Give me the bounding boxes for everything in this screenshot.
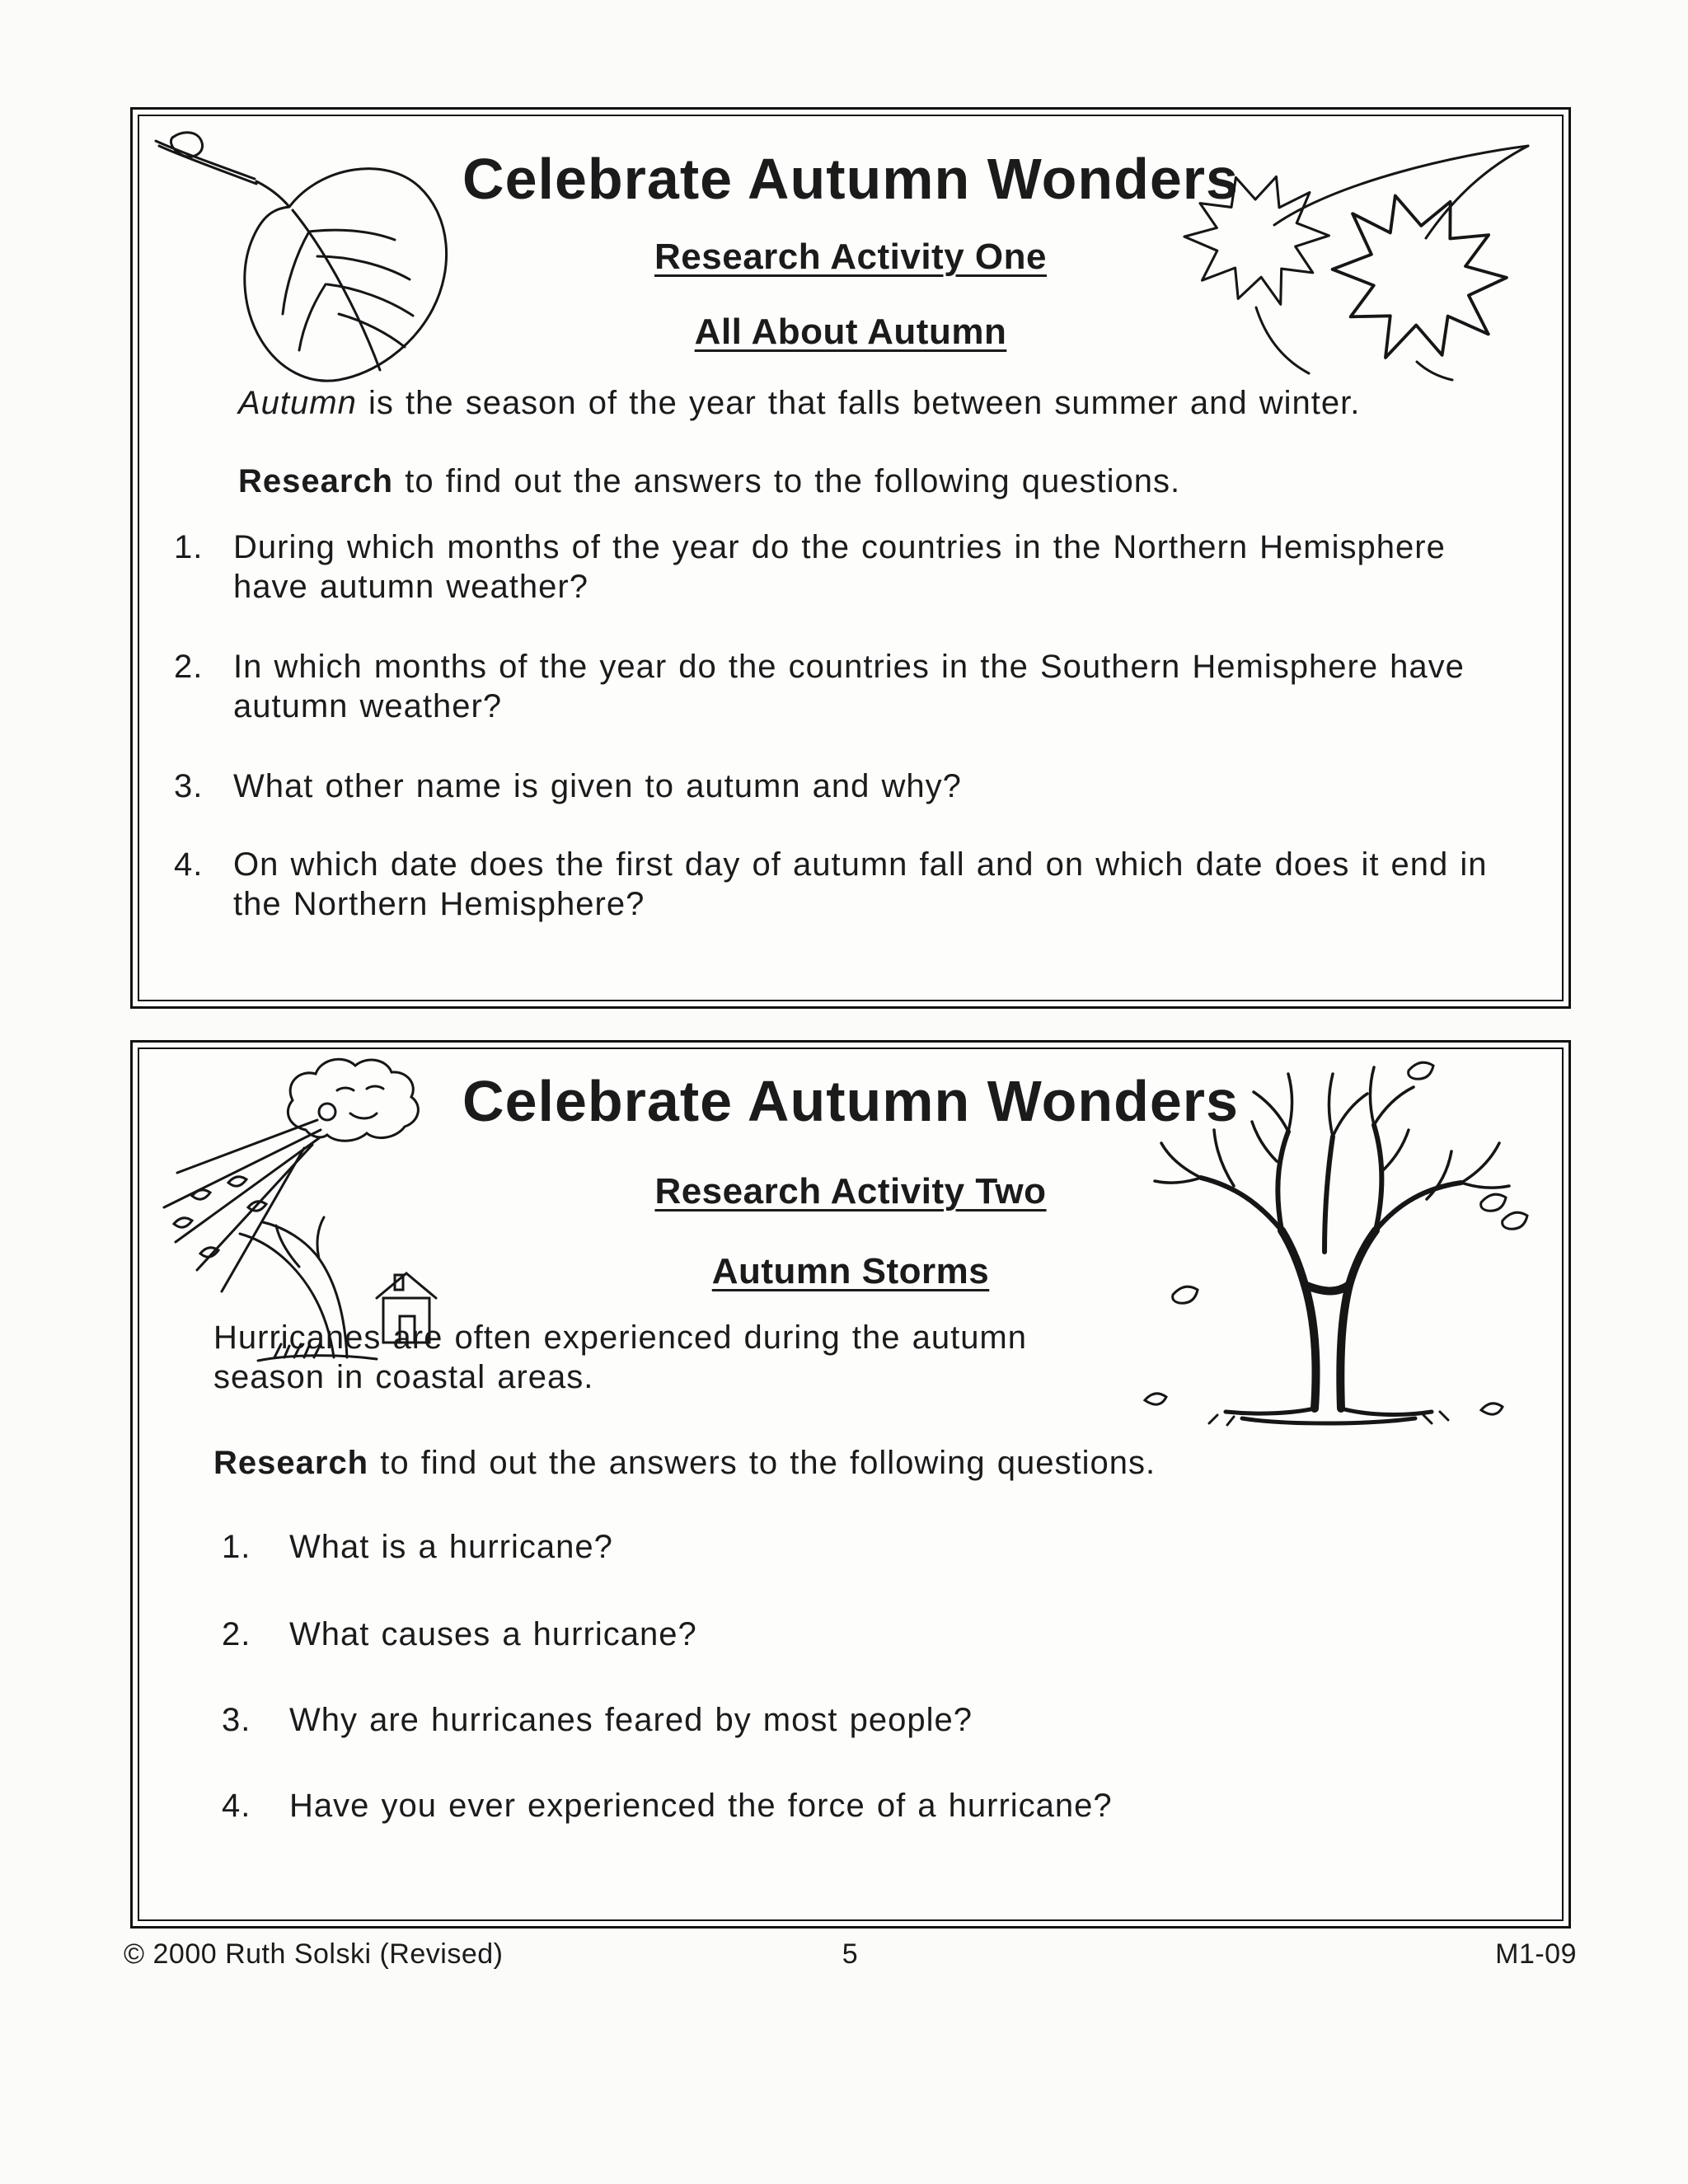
- research-bold-word: Research: [238, 463, 394, 499]
- question-text: What causes a hurricane?: [289, 1616, 697, 1652]
- question-number: 4.: [174, 846, 204, 883]
- page-footer: [124, 1938, 1577, 1971]
- activity-two-box: [130, 1040, 1571, 1929]
- activity-one-title: Celebrate Autumn Wonders: [462, 147, 1239, 211]
- question-text: What other name is given to autumn and why?: [233, 768, 962, 804]
- question-number: 2.: [222, 1616, 251, 1652]
- research-rest-text: to find out the answers to the following questions.: [368, 1445, 1156, 1481]
- question-row: [139, 1615, 1562, 1654]
- question-number: 1.: [222, 1529, 251, 1565]
- intro-italic-word: Autumn: [238, 385, 357, 421]
- question-number: 1.: [174, 529, 204, 565]
- activity-one-inner-frame: [138, 115, 1564, 1001]
- question-row: [139, 647, 1562, 726]
- activity-two-research-line: [139, 1443, 1507, 1483]
- activity-one-research-line: [139, 462, 1507, 501]
- copyright-text: © 2000 Ruth Solski (Revised): [124, 1938, 504, 1970]
- doc-code: M1-09: [1495, 1938, 1577, 1970]
- intro-rest-text: is the season of the year that falls between summer and winter.: [356, 385, 1361, 421]
- activity-two-intro: Hurricanes are often experienced during the autumn season in coastal areas.: [213, 1319, 1027, 1395]
- activity-two-title: Celebrate Autumn Wonders: [462, 1069, 1239, 1133]
- question-text: On which date does the first day of autumn fall and on which date does it end in the Northern Hemisphere?: [233, 846, 1488, 922]
- activity-one-box: [130, 107, 1571, 1009]
- research-rest-text: to find out the answers to the following questions.: [393, 463, 1181, 499]
- question-number: 3.: [222, 1702, 251, 1738]
- question-row: [139, 1786, 1562, 1825]
- question-text: Why are hurricanes feared by most people?: [289, 1702, 973, 1738]
- question-text: Have you ever experienced the force of a hurricane?: [289, 1788, 1113, 1824]
- page-number: 5: [842, 1938, 859, 1970]
- activity-two-inner-frame: [138, 1047, 1564, 1921]
- question-text: In which months of the year do the countries in the Southern Hemisphere have autumn weather?: [233, 649, 1465, 724]
- question-row: [139, 766, 1562, 806]
- question-row: [139, 1527, 1562, 1567]
- question-number: 3.: [174, 768, 204, 804]
- question-text: What is a hurricane?: [289, 1529, 613, 1565]
- research-bold-word: Research: [213, 1445, 369, 1481]
- activity-two-subtitle: Research Activity Two: [654, 1171, 1047, 1212]
- question-row: [139, 1700, 1562, 1740]
- activity-one-subtitle: Research Activity One: [654, 237, 1047, 277]
- question-row: [139, 527, 1562, 607]
- question-number: 2.: [174, 649, 204, 685]
- question-number: 4.: [222, 1788, 251, 1824]
- activity-two-topic: Autumn Storms: [711, 1251, 990, 1291]
- question-row: [139, 845, 1562, 924]
- activity-one-topic: All About Autumn: [694, 312, 1007, 352]
- question-text: During which months of the year do the countries in the Northern Hemisphere have autumn weather?: [233, 529, 1446, 605]
- activity-one-intro: [139, 383, 1507, 423]
